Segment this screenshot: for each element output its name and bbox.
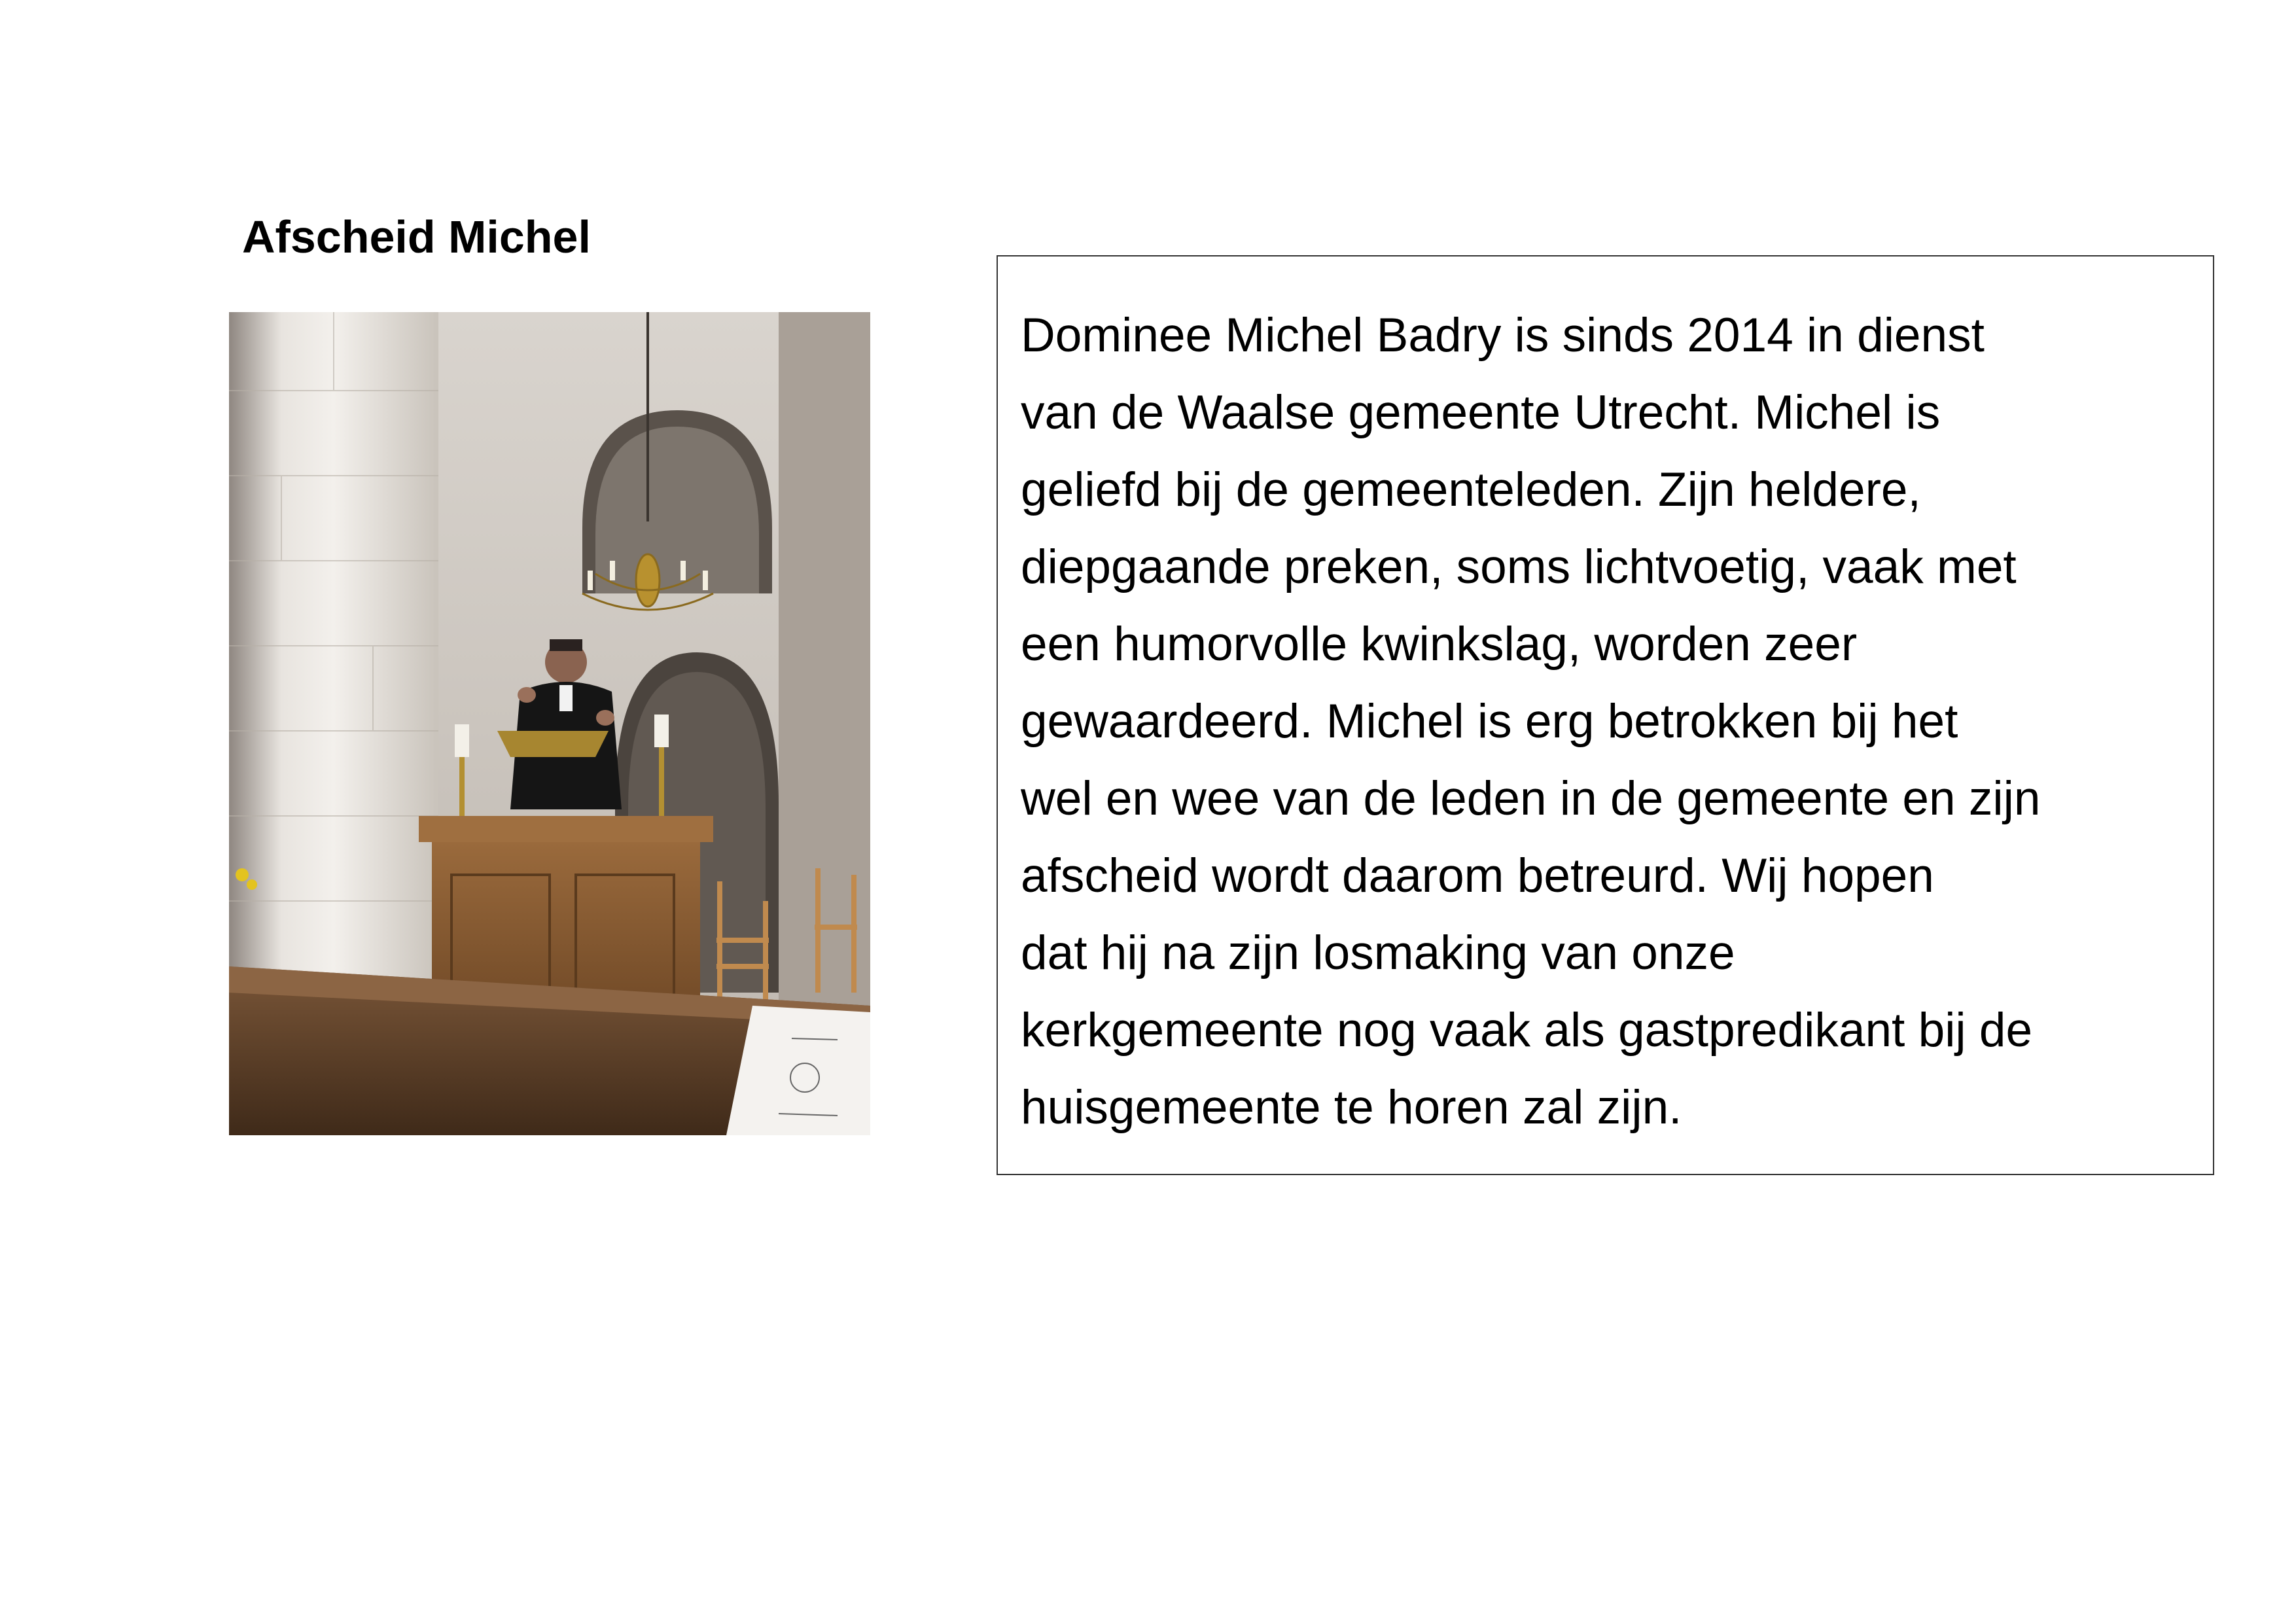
body-line: diepgaande preken, soms lichtvoetig, vaak met	[1021, 540, 2017, 593]
body-line: van de Waalse gemeente Utrecht. Michel is	[1021, 386, 1941, 439]
body-line: huisgemeente te horen zal zijn.	[1021, 1081, 1682, 1134]
body-line: gewaardeerd. Michel is erg betrokken bij het	[1021, 695, 1958, 748]
body-line: geliefd bij de gemeenteleden. Zijn heldere,	[1021, 463, 1921, 516]
body-line: afscheid wordt daarom betreurd. Wij hopen	[1021, 849, 1934, 902]
page-title: Afscheid Michel	[242, 211, 591, 262]
body-line: wel en wee van de leden in de gemeente en zijn	[1021, 772, 2041, 825]
article-body	[1021, 297, 2040, 1146]
body-line: dat hij na zijn losmaking van onze	[1021, 927, 1735, 980]
body-line: Dominee Michel Badry is sinds 2014 in dienst	[1021, 309, 1985, 362]
church-pulpit-photo-icon	[229, 312, 870, 1135]
body-line: een humorvolle kwinkslag, worden zeer	[1021, 618, 1858, 671]
article-text-box	[997, 255, 2214, 1175]
body-line: kerkgemeente nog vaak als gastpredikant bij de	[1021, 1004, 2033, 1057]
pulpit-photo	[229, 312, 870, 1135]
